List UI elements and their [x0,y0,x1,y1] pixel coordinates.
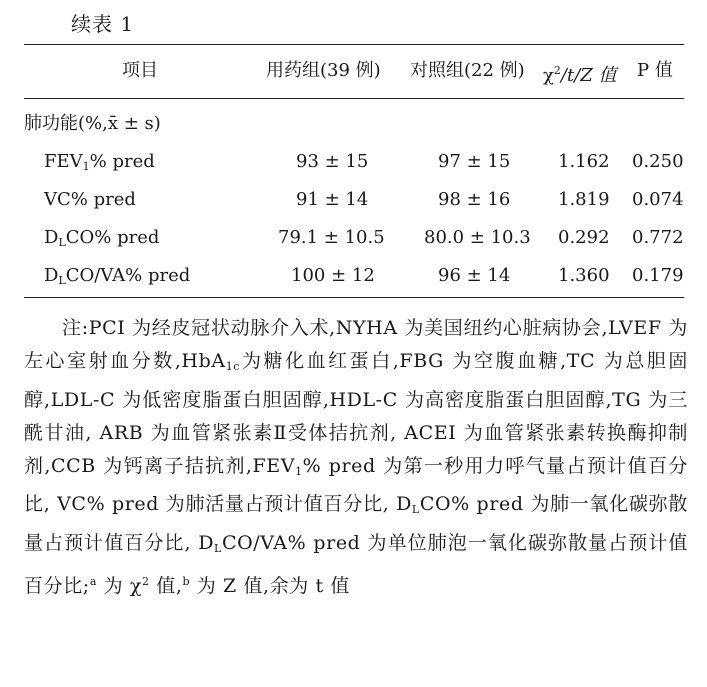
footnote-sup: 2 [141,575,150,589]
row-p-value: 0.179 [632,265,684,286]
row-statistic-value: 1.360 [558,265,610,286]
row-name-sub: 1 [82,160,90,173]
row-statistic-value: 1.162 [558,151,610,172]
header-statistic [543,60,617,87]
row-name-main: VC% pred [44,189,136,210]
footnote-paragraph [24,312,688,603]
section-label: 肺功能(%,x̄ ± s) [24,113,161,134]
footnote-sub: 1c [225,360,241,374]
row-p-value: 0.074 [632,189,684,210]
row-name-main: FEV [44,151,83,172]
header-control-group: 对照组(22 例) [410,60,525,81]
row-statistic-value: 0.292 [558,227,610,248]
row-control-value: 98 ± 16 [438,189,511,210]
row-control-value: 80.0 ± 10.3 [424,227,531,248]
footnote-text: 注:PCI 为经皮冠状动脉介入术,NYHA 为美国纽约心脏病协会,LVEF 为左心室射血分数,HbA [24,317,688,373]
footnote-text: 为 Z 值,余为 t 值 [190,575,351,598]
footnote-sup: b [182,575,191,589]
row-control-value: 97 ± 15 [438,151,511,172]
row-name-sub: L [58,236,66,249]
bottom-rule [24,297,684,298]
row-treatment-value: 79.1 ± 10.5 [278,227,385,248]
footnote-text: 值, [149,575,183,598]
header-statistic-rest: /t/Z 值 [560,65,617,86]
row-treatment-value: 91 ± 14 [296,189,369,210]
top-rule [24,44,684,45]
row-p-value: 0.250 [632,151,684,172]
footnote-sup: a [89,575,97,589]
header-statistic-chi: χ [543,65,554,86]
row-name-rest: % pred [89,151,155,172]
row-name [44,227,159,254]
header-item: 项目 [122,60,158,81]
header-p-value: P 值 [637,60,673,81]
header-treatment-group: 用药组(39 例) [266,60,381,81]
row-name-sub: L [58,274,66,287]
row-treatment-value: 93 ± 15 [296,151,369,172]
footnote-text: CO% pred 为肺一氧化碳弥散量占预计值百分比, D [24,493,688,554]
row-control-value: 96 ± 14 [438,265,511,286]
row-name [44,151,155,178]
footnote-text: 为糖化血红蛋白,FBG 为空腹血糖,TC 为总胆固醇,LDL-C 为低密度脂蛋白胆固醇,HDL-C 为高密度脂蛋白胆固醇,TG 为三酰甘油, ARB 为血管紧张素Ⅱ受体拮抗剂, ACEI 为血管紧张素转换酶抑制剂,CCB 为钙离子拮抗剂,FEV [24,350,689,478]
row-name-main: D [44,227,59,248]
footnote-text: 为 χ [96,575,142,598]
row-name-rest: CO% pred [65,227,160,248]
row-treatment-value: 100 ± 12 [291,265,375,286]
row-name-rest: CO/VA% pred [65,265,191,286]
footnote-sub: 1 [295,465,303,479]
footnote-text: CO/VA% pred 为单位肺泡一氧化碳弥散量占预计值百分比; [24,531,688,598]
row-name-main: D [44,265,59,286]
header-statistic-sup: 2 [553,64,561,77]
table-footnote [24,312,688,603]
row-p-value: 0.772 [632,227,684,248]
footnote-sub: L [411,503,420,517]
row-name [44,189,136,211]
header-rule [24,98,684,99]
table-caption: 续表 1 [71,12,135,36]
footnote-text: % pred 为第一秒用力呼气量占预计值百分比, VC% pred 为肺活量占预计值百分比, D [24,455,688,516]
row-statistic-value: 1.819 [558,189,610,210]
footnote-sub: L [214,541,222,555]
row-name [44,265,190,292]
